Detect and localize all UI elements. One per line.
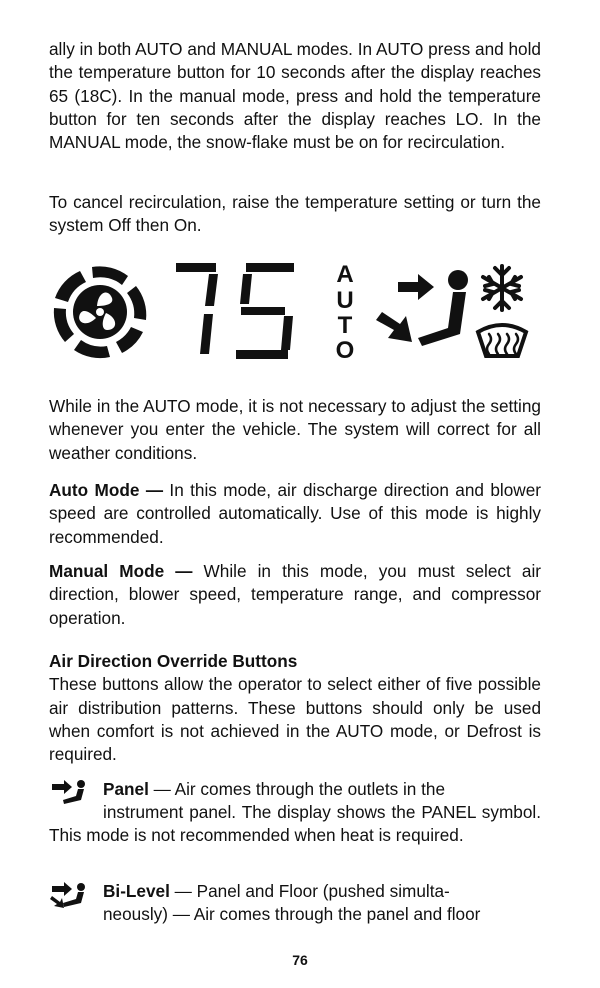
auto-mode-text: In this mode, air discharge direction and blower speed are controlled automatically. Use of this mode is highly recommended. bbox=[49, 480, 542, 547]
fan-icon bbox=[54, 266, 146, 358]
bi-level-mode-icon bbox=[50, 880, 94, 910]
temperature-digit-five bbox=[236, 263, 294, 359]
air-direction-heading: Air Direction Override Buttons bbox=[49, 651, 298, 671]
air-direction-icon bbox=[376, 270, 468, 346]
bi-level-label: Bi-Level bbox=[103, 881, 170, 901]
manual-mode-text: While in this mode, you must select air direction, blower speed, temperature range, and compressor operation. bbox=[49, 561, 541, 628]
auto-mode-label: Auto Mode — bbox=[49, 480, 164, 500]
paragraph-recirculation: ally in both AUTO and MANUAL modes. In AUTO press and hold the temperature button for 10 seconds after the display reaches 65 (18C). In the manual mode, press and hold the temperature button for ten seconds after the display reaches LO. In the MANUAL mode, the snow-flake must be on for recirculation. bbox=[49, 39, 541, 153]
manual-mode-section bbox=[49, 560, 541, 630]
svg-text:U: U bbox=[336, 287, 354, 314]
svg-text:A: A bbox=[336, 261, 354, 288]
bi-level-line1-text: — Panel and Floor (pushed simulta- bbox=[169, 881, 450, 901]
air-direction-text: These buttons allow the operator to select either of five possible air distribution patterns. These buttons should only be used when comfort is not achieved in the AUTO mode, or Defrost is required. bbox=[49, 674, 541, 765]
snowflake-icon bbox=[483, 266, 521, 310]
bi-level-second-line: neously) — Air comes through the panel and floor bbox=[103, 904, 481, 924]
paragraph-auto-mode-intro: While in the AUTO mode, it is not necessary to adjust the setting whenever you enter the vehicle. The system will correct for all weather conditions. bbox=[49, 396, 541, 463]
panel-line1-text: — Air comes through the outlets in the bbox=[148, 779, 446, 799]
panel-first-line bbox=[103, 778, 541, 801]
panel-label: Panel bbox=[103, 779, 149, 799]
temperature-digit-seven bbox=[176, 263, 218, 354]
svg-text:T: T bbox=[337, 312, 353, 339]
manual-mode-label: Manual Mode — bbox=[49, 561, 193, 581]
bi-level-first-line bbox=[103, 880, 541, 903]
auto-mode-indicator bbox=[336, 261, 355, 364]
svg-text:O: O bbox=[335, 337, 355, 364]
paragraph-cancel-recirculation: To cancel recirculation, raise the temperature setting or turn the system Off then On. bbox=[49, 192, 541, 236]
page-number: 76 bbox=[292, 952, 308, 968]
auto-mode-section bbox=[49, 479, 541, 549]
panel-description: instrument panel. The display shows the PANEL symbol. This mode is not recommended when heat is required. bbox=[49, 802, 541, 846]
rear-defrost-icon bbox=[478, 325, 526, 356]
air-direction-section bbox=[49, 650, 541, 766]
climate-display-illustration bbox=[46, 258, 544, 366]
